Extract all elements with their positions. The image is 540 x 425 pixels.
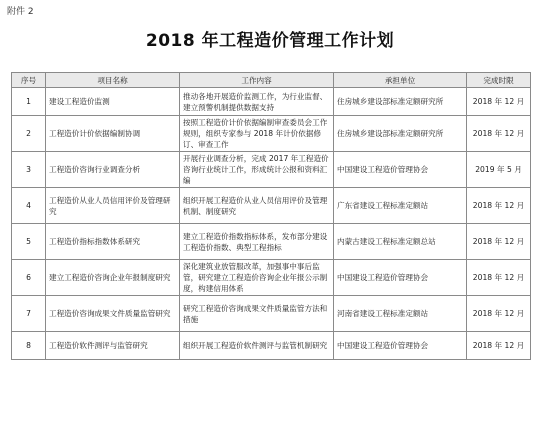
row-project-name: 建立工程造价咨询企业年报制度研究	[46, 260, 180, 296]
table-row	[12, 260, 531, 296]
row-work-content: 深化建筑业放管服改革，加强事中事后监管，研究建立工程造价咨询企业年报公示制度，构建信用体系	[180, 260, 334, 296]
row-deadline: 2018 年 12 月	[467, 188, 531, 224]
row-no: 4	[12, 188, 46, 224]
row-responsible-unit: 河南省建设工程标准定额站	[334, 296, 467, 332]
row-no: 5	[12, 224, 46, 260]
row-project-name: 工程造价计价依据编制协调	[46, 116, 180, 152]
work-plan-table	[11, 72, 531, 360]
row-responsible-unit: 住房城乡建设部标准定额研究所	[334, 88, 467, 116]
row-deadline: 2018 年 12 月	[467, 224, 531, 260]
row-responsible-unit: 中国建设工程造价管理协会	[334, 152, 467, 188]
row-responsible-unit: 广东省建设工程标准定额站	[334, 188, 467, 224]
row-deadline: 2018 年 12 月	[467, 116, 531, 152]
attachment-label: 附件 2	[7, 7, 34, 17]
table-row	[12, 296, 531, 332]
table-header-row	[12, 73, 531, 88]
row-deadline: 2018 年 12 月	[467, 260, 531, 296]
row-project-name: 工程造价指标指数体系研究	[46, 224, 180, 260]
row-deadline: 2019 年 5 月	[467, 152, 531, 188]
header-no: 序号	[12, 73, 46, 88]
row-responsible-unit: 内蒙古建设工程标准定额总站	[334, 224, 467, 260]
row-work-content: 组织开展工程造价从业人员信用评价及管理机制、制度研究	[180, 188, 334, 224]
row-no: 3	[12, 152, 46, 188]
header-deadline: 完成时限	[467, 73, 531, 88]
row-deadline: 2018 年 12 月	[467, 296, 531, 332]
table-row	[12, 152, 531, 188]
page-title: 2018 年工程造价管理工作计划	[145, 31, 395, 51]
row-responsible-unit: 中国建设工程造价管理协会	[334, 260, 467, 296]
row-work-content: 研究工程造价咨询成果文件质量监管方法和措施	[180, 296, 334, 332]
table-row	[12, 116, 531, 152]
row-work-content: 按照工程造价计价依据编制审查委员会工作规则，组织专家参与 2018 年计价依据修订、审查工作	[180, 116, 334, 152]
table-row	[12, 188, 531, 224]
header-work-content: 工作内容	[180, 73, 334, 88]
row-no: 2	[12, 116, 46, 152]
table-row	[12, 332, 531, 360]
row-no: 1	[12, 88, 46, 116]
row-deadline: 2018 年 12 月	[467, 332, 531, 360]
row-work-content: 组织开展工程造价软件测评与监管机制研究	[180, 332, 334, 360]
row-no: 6	[12, 260, 46, 296]
row-work-content: 开展行业调查分析，完成 2017 年工程造价咨询行业统计工作，形成统计公报和资料汇编	[180, 152, 334, 188]
row-project-name: 工程造价从业人员信用评价及管理研究	[46, 188, 180, 224]
row-deadline: 2018 年 12 月	[467, 88, 531, 116]
row-no: 8	[12, 332, 46, 360]
table-row	[12, 88, 531, 116]
header-project-name: 项目名称	[46, 73, 180, 88]
row-responsible-unit: 中国建设工程造价管理协会	[334, 332, 467, 360]
row-project-name: 工程造价软件测评与监管研究	[46, 332, 180, 360]
header-responsible-unit: 承担单位	[334, 73, 467, 88]
row-project-name: 建设工程造价监测	[46, 88, 180, 116]
table-row	[12, 224, 531, 260]
row-project-name: 工程造价咨询行业调查分析	[46, 152, 180, 188]
row-responsible-unit: 住房城乡建设部标准定额研究所	[334, 116, 467, 152]
row-work-content: 推动各地开展造价监测工作，为行业监督、建立预警机制提供数据支持	[180, 88, 334, 116]
row-work-content: 建立工程造价指数指标体系，发布部分建设工程造价指数、典型工程指标	[180, 224, 334, 260]
row-no: 7	[12, 296, 46, 332]
row-project-name: 工程造价咨询成果文件质量监管研究	[46, 296, 180, 332]
